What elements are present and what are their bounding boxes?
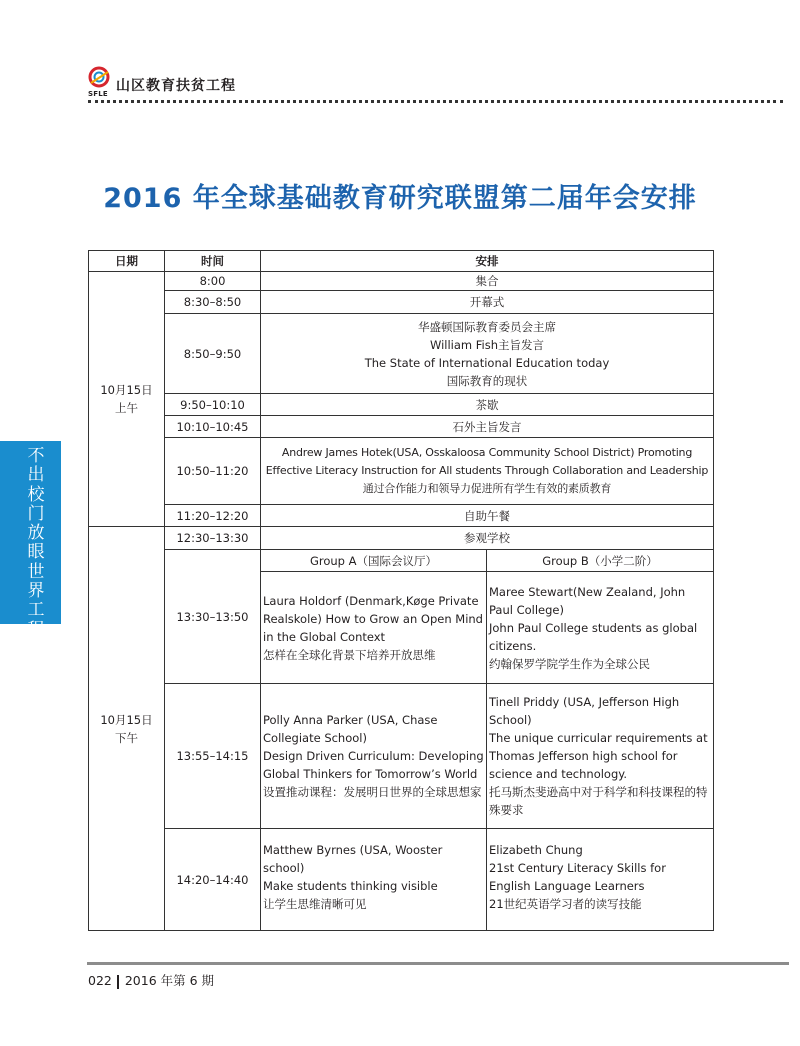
table-row <box>89 505 714 527</box>
header-divider <box>88 100 783 103</box>
time-cell: 8:00 <box>165 272 261 291</box>
time-cell: 10:50–11:20 <box>165 438 261 505</box>
table-row <box>89 438 714 505</box>
page-header <box>88 66 788 106</box>
content-cell: 石外主旨发言 <box>261 416 714 438</box>
table-row <box>89 314 714 394</box>
group-a-header: Group A（国际会议厅） <box>261 550 487 572</box>
table-header-row <box>89 251 714 272</box>
page-footer <box>88 971 214 989</box>
table-row <box>89 291 714 314</box>
schedule-table <box>88 250 714 931</box>
logo-text: SFLE <box>88 90 108 98</box>
time-cell: 13:30–13:50 <box>165 550 261 684</box>
footer-separator <box>117 975 119 989</box>
header-time: 时间 <box>165 251 261 272</box>
time-cell: 9:50–10:10 <box>165 394 261 416</box>
page-title: 2016 年全球基础教育研究联盟第二届年会安排 <box>103 183 697 214</box>
content-cell: 集合 <box>261 272 714 291</box>
group-b-session: Tinell Priddy (USA, Jefferson High School) The unique curricular requirements at Thomas Jefferson high school for science and technology. 托马斯杰斐逊高中对于科学和科技课程的特殊要求 <box>487 684 714 829</box>
brand-title: 山区教育扶贫工程 <box>116 78 236 94</box>
footer-divider <box>87 962 789 965</box>
date-afternoon: 10月15日 下午 <box>89 527 165 931</box>
side-tab-text: 不出校门放眼世界工程 <box>27 446 45 640</box>
time-cell: 13:55–14:15 <box>165 684 261 829</box>
table-row <box>89 394 714 416</box>
group-b-session: Maree Stewart(New Zealand, John Paul College) John Paul College students as global citizens. 约翰保罗学院学生作为全球公民 <box>487 572 714 684</box>
time-cell: 12:30–13:30 <box>165 527 261 550</box>
group-b-session: Elizabeth Chung 21st Century Literacy Skills for English Language Learners 21世纪英语学习者的读写技能 <box>487 829 714 931</box>
table-row <box>89 550 714 572</box>
content-cell: 开幕式 <box>261 291 714 314</box>
table-row <box>89 829 714 931</box>
content-cell: Andrew James Hotek(USA, Osskaloosa Community School District) Promoting Effective Literacy Instruction for All students Through Collaboration and Leadership 通过合作能力和领导力促进所有学生有效的素质教育 <box>261 438 714 505</box>
table-row <box>89 684 714 829</box>
header-date: 日期 <box>89 251 165 272</box>
group-b-header: Group B（小学二阶） <box>487 550 714 572</box>
content-cell: 华盛顿国际教育委员会主席 William Fish主旨发言 The State of International Education today 国际教育的现状 <box>261 314 714 394</box>
table-row <box>89 527 714 550</box>
table-row <box>89 416 714 438</box>
content-cell: 茶歇 <box>261 394 714 416</box>
time-cell: 10:10–10:45 <box>165 416 261 438</box>
header-arrangement: 安排 <box>261 251 714 272</box>
time-cell: 8:30–8:50 <box>165 291 261 314</box>
page-number: 022 <box>88 973 112 988</box>
issue-label: 2016 年第 6 期 <box>124 973 215 988</box>
date-morning: 10月15日 上午 <box>89 272 165 527</box>
group-a-session: Polly Anna Parker (USA, Chase Collegiate School) Design Driven Curriculum: Developing Global Thinkers for Tomorrow’s World 设置推动课程：发展明日世界的全球思想家 <box>261 684 487 829</box>
table-row <box>89 272 714 291</box>
time-cell: 11:20–12:20 <box>165 505 261 527</box>
content-cell: 参观学校 <box>261 527 714 550</box>
time-cell: 14:20–14:40 <box>165 829 261 931</box>
time-cell: 8:50–9:50 <box>165 314 261 394</box>
group-a-session: Matthew Byrnes (USA, Wooster school) Make students thinking visible 让学生思维清晰可见 <box>261 829 487 931</box>
content-cell: 自助午餐 <box>261 505 714 527</box>
group-a-session: Laura Holdorf (Denmark,Køge Private Realskole) How to Grow an Open Mind in the Global Context 怎样在全球化背景下培养开放思维 <box>261 572 487 684</box>
